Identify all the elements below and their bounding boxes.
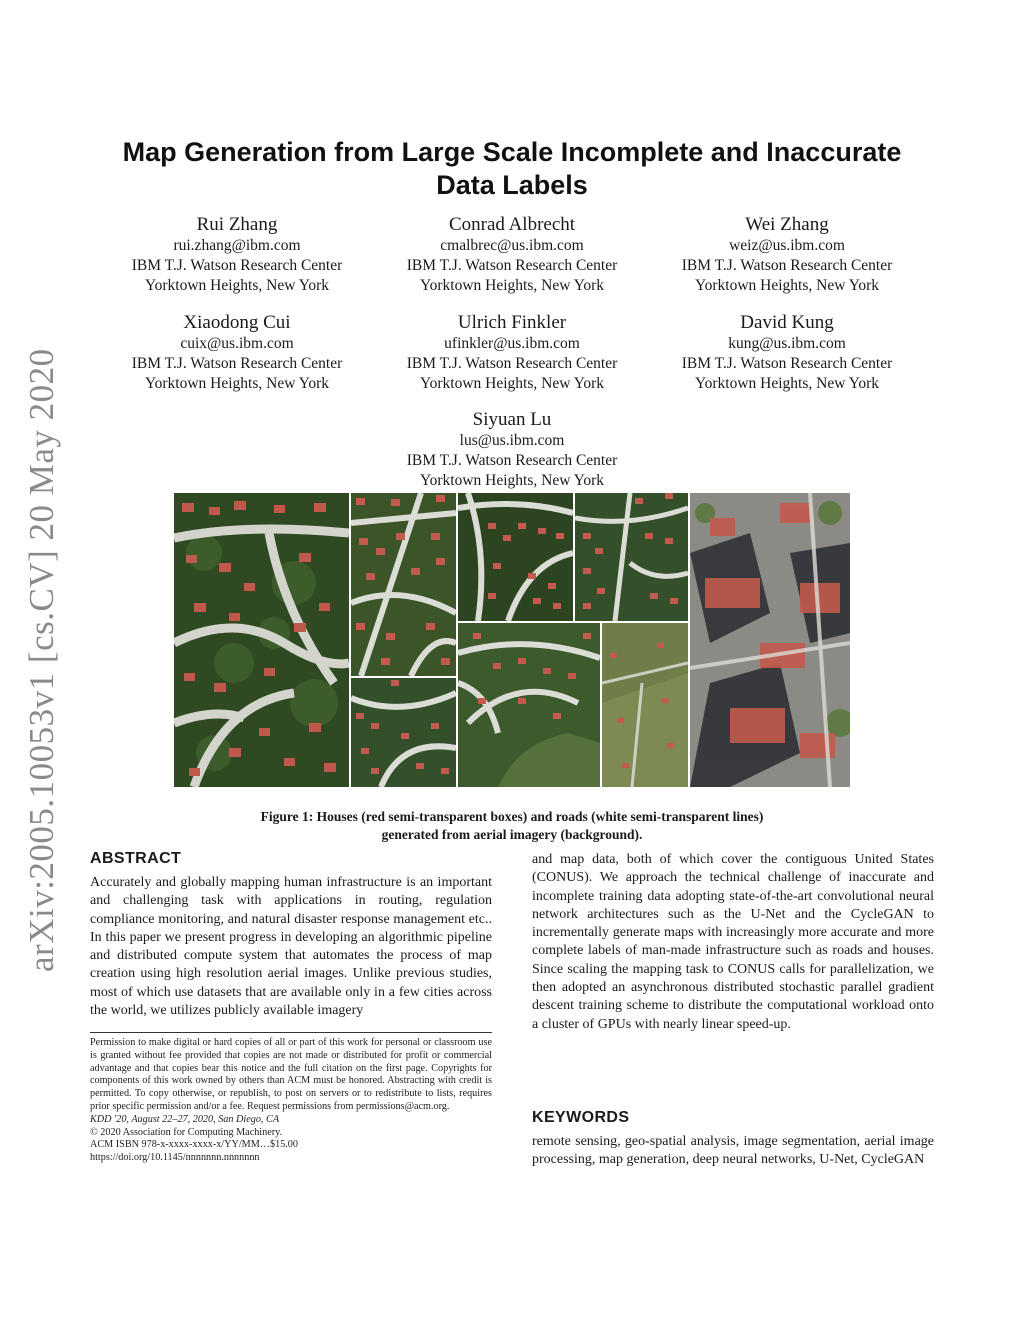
aerial-tile-urban-downtown (690, 493, 850, 787)
author-block (97, 214, 377, 296)
author-affiliation: IBM T.J. Watson Research Center (131, 355, 343, 372)
author-affiliation: IBM T.J. Watson Research Center (406, 257, 618, 274)
author-block (647, 312, 927, 394)
figure-aerial-mosaic (174, 493, 850, 787)
author-email[interactable]: ufinkler@us.ibm.com (444, 335, 580, 352)
arxiv-identifier: arXiv:2005.10053v1 [cs.CV] 20 May 2020 (22, 348, 61, 972)
author-name: Wei Zhang (745, 214, 829, 235)
footnote-rule (90, 1032, 492, 1033)
keywords-heading: KEYWORDS (532, 1109, 630, 1126)
aerial-tile-suburban-curves (458, 493, 573, 621)
author-location: Yorktown Heights, New York (419, 472, 605, 489)
author-location: Yorktown Heights, New York (419, 375, 605, 392)
author-location: Yorktown Heights, New York (694, 375, 880, 392)
abstract-text-left: Accurately and globally mapping human infrastructure is an important and challenging task with applications in routing, regulation compliance monitoring, and natural disaster response management etc.. In this paper we present progress in developing an algorithmic pipeline and distributed compute system that automates the process of map creation using high resolution aerial images. Unlike previous studies, most of which use datasets that are available only in a few cities across the world, we utilizes publicly available imagery (90, 875, 492, 1019)
author-block (647, 214, 927, 296)
author-email[interactable]: cuix@us.ibm.com (180, 335, 294, 352)
author-affiliation: IBM T.J. Watson Research Center (681, 257, 893, 274)
author-name: Ulrich Finkler (457, 312, 567, 333)
abstract-heading: ABSTRACT (90, 850, 182, 867)
author-affiliation: IBM T.J. Watson Research Center (681, 355, 893, 372)
aerial-tile-open-field (602, 623, 688, 787)
author-location: Yorktown Heights, New York (419, 277, 605, 294)
doi-link[interactable]: https://doi.org/10.1145/nnnnnnn.nnnnnnn (90, 1152, 260, 1164)
figure-caption (90, 808, 934, 844)
author-block (372, 409, 652, 491)
permission-notice: Permission to make digital or hard copies of all or part of this work for personal or classroom use is granted without fee provided that copies are not made or distributed for profit or commercial advantage and that copies bear this notice and the full citation on the first page. Copyrights for components of this work owned by others than ACM must be honored. Abstracting with credit is permitted. To copy otherwise, or republish, to post on servers or to redistribute to lists, requires prior specific permission and/or a fee. Request permissions from permissions@acm.org. (90, 1037, 492, 1112)
author-email[interactable]: rui.zhang@ibm.com (173, 237, 301, 254)
author-location: Yorktown Heights, New York (694, 277, 880, 294)
author-name: David Kung (740, 312, 834, 333)
author-location: Yorktown Heights, New York (144, 375, 330, 392)
author-name: Rui Zhang (196, 214, 278, 235)
paper-title (80, 136, 944, 202)
copyright-line: © 2020 Association for Computing Machinery. (90, 1126, 283, 1138)
caption-line-2: generated from aerial imagery (background). (381, 827, 643, 842)
author-name: Xiaodong Cui (183, 312, 291, 333)
author-block (97, 312, 377, 394)
aerial-tile-suburban-grid (351, 493, 456, 676)
conference-info: KDD '20, August 22–27, 2020, San Diego, CA (90, 1113, 280, 1125)
author-affiliation: IBM T.J. Watson Research Center (406, 452, 618, 469)
author-email[interactable]: weiz@us.ibm.com (729, 237, 845, 254)
author-email[interactable]: kung@us.ibm.com (728, 335, 846, 352)
author-block (372, 214, 652, 296)
title-line-1: Map Generation from Large Scale Incomplete and Inaccurate (122, 137, 902, 167)
author-name: Siyuan Lu (472, 409, 552, 430)
author-location: Yorktown Heights, New York (144, 277, 330, 294)
abstract-text-right: and map data, both of which cover the contiguous United States (CONUS). We approach the technical challenge of inaccurate and incomplete training data adopting state-of-the-art convolutional neural network architectures such as the U-Net and the CycleGAN to incrementally generate maps with increasingly more accurate and more complete labels of man-made infrastructure such as roads and houses. Since scaling the mapping task to CONUS calls for parallelization, we then adopted an asynchronous distributed stochastic parallel gradient descent training scheme to distribute the computational workload onto a cluster of GPUs with nearly linear speed-up. (532, 852, 934, 1032)
aerial-tile-residential-south (351, 678, 456, 787)
author-block (372, 312, 652, 394)
author-email[interactable]: cmalbrec@us.ibm.com (440, 237, 584, 254)
keywords-text: remote sensing, geo-spatial analysis, image segmentation, aerial image processing, map generation, deep neural networks, U-Net, CycleGAN (532, 1134, 934, 1168)
author-email[interactable]: lus@us.ibm.com (459, 432, 565, 449)
copyright-footnote (90, 1037, 492, 1165)
aerial-tile-suburban-large (174, 493, 349, 787)
isbn-line: ACM ISBN 978-x-xxxx-xxxx-x/YY/MM…$15.00 (90, 1139, 298, 1151)
aerial-tile-dense-housing (575, 493, 688, 621)
author-affiliation: IBM T.J. Watson Research Center (406, 355, 618, 372)
aerial-tile-park-curves (458, 623, 600, 787)
author-affiliation: IBM T.J. Watson Research Center (131, 257, 343, 274)
caption-line-1: Figure 1: Houses (red semi-transparent boxes) and roads (white semi-transparent lines) (260, 809, 764, 824)
author-name: Conrad Albrecht (448, 214, 576, 235)
title-line-2: Data Labels (436, 170, 588, 200)
